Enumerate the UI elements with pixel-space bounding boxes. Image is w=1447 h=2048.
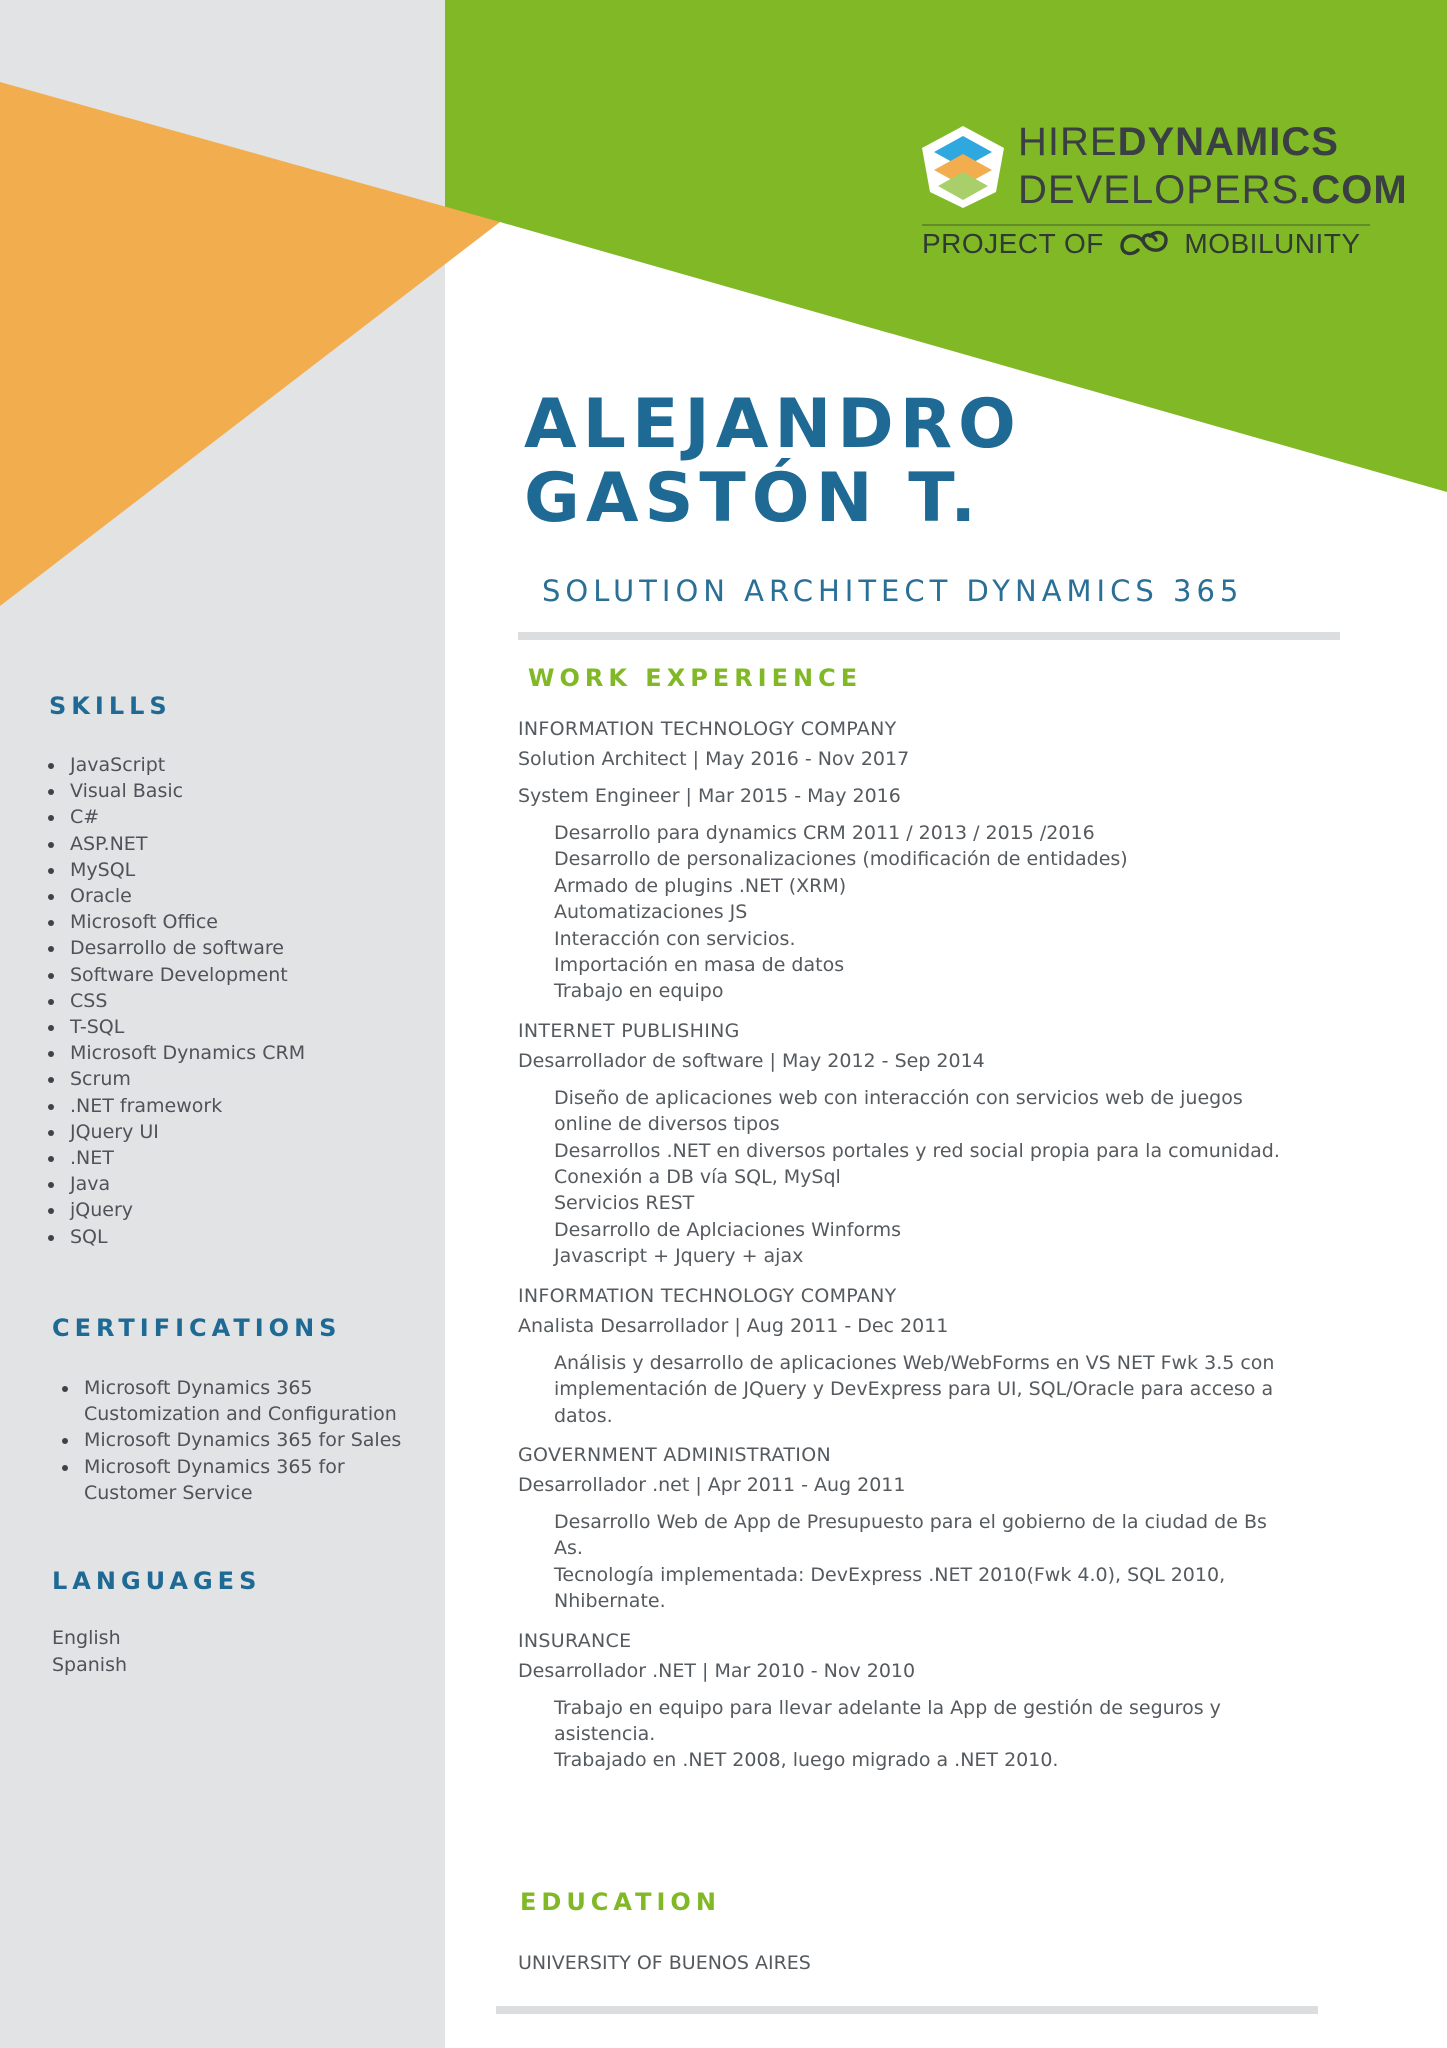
skill-item: JavaScript: [48, 752, 305, 778]
job-bullet: Servicios REST: [554, 1192, 695, 1215]
job-entry: [518, 1626, 1318, 1774]
languages-list: [52, 1625, 127, 1679]
job-bullet: Interacción con servicios.: [554, 927, 796, 950]
skill-item: SQL: [48, 1224, 305, 1250]
skill-item: Microsoft Dynamics CRM: [48, 1040, 305, 1066]
certification-line: Microsoft Dynamics 365 for Sales: [84, 1429, 402, 1452]
job-bullets: [554, 1695, 1318, 1774]
skill-item: Visual Basic: [48, 778, 305, 804]
job-role: Solution Architect | May 2016 - Nov 2017: [518, 748, 910, 770]
job-role: Desarrollador de software | May 2012 - Sep 2014: [518, 1049, 985, 1072]
job-entry: [518, 1281, 1318, 1429]
logo-line-2: DEVELOPERS.COM: [1018, 168, 1408, 212]
work-experience-heading: WORK EXPERIENCE: [528, 664, 863, 692]
job-company: INFORMATION TECHNOLOGY COMPANY: [518, 718, 897, 740]
footer-divider: [496, 2006, 1318, 2014]
job-bullet: Trabajo en equipo para llevar adelante la App de gestión de seguros y asistencia.: [554, 1696, 1221, 1745]
name-line-2: GASTÓN T.: [524, 459, 983, 538]
job-bullet: Desarrollo de personalizaciones (modificación de entidades): [554, 848, 1128, 871]
job-role: Analista Desarrollador | Aug 2011 - Dec 2011: [518, 1314, 949, 1337]
certification-line: Microsoft Dynamics 365: [84, 1377, 313, 1399]
job-entry: [518, 1016, 1318, 1270]
job-entry: [518, 1440, 1318, 1615]
job-bullet: Armado de plugins .NET (XRM): [554, 874, 847, 897]
candidate-name: [524, 385, 1022, 538]
skill-item: ASP.NET: [48, 831, 305, 857]
logo-line-3: PROJECT OF MOBILUNITY: [922, 228, 1361, 259]
layers-logo-icon: [918, 122, 1008, 212]
job-bullet: Desarrollo de Aplciaciones Winforms: [554, 1218, 901, 1241]
job-role: Desarrollador .NET | Mar 2010 - Nov 2010: [518, 1659, 916, 1682]
skill-item: CSS: [48, 988, 305, 1014]
skill-item: Oracle: [48, 883, 305, 909]
skill-item: .NET framework: [48, 1093, 305, 1119]
language-item: English: [52, 1627, 121, 1649]
job-bullet: Diseño de aplicaciones web con interacción con servicios web de juegos online de diversos tipos: [554, 1086, 1243, 1136]
skill-item: Microsoft Office: [48, 909, 305, 935]
certification-line: Customization and Configuration: [84, 1403, 397, 1426]
education-heading: EDUCATION: [520, 1888, 721, 1916]
certification-item: [62, 1427, 401, 1453]
job-bullet: Conexión a DB vía SQL, MySql: [554, 1166, 841, 1189]
company-logo: [918, 118, 1408, 268]
name-line-1: ALEJANDRO: [524, 385, 1022, 464]
job-bullet: Trabajado en .NET 2008, luego migrado a .NET 2010.: [554, 1749, 1059, 1772]
certification-item: [62, 1454, 401, 1506]
job-bullet: Trabajo en equipo: [554, 980, 724, 1003]
job-bullet: Desarrollos .NET en diversos portales y red social propia para la comunidad.: [554, 1139, 1280, 1162]
skill-item: T-SQL: [48, 1014, 305, 1040]
job-bullets: [554, 1509, 1318, 1615]
job-bullet: Javascript + Jquery + ajax: [554, 1245, 804, 1268]
skill-item: Scrum: [48, 1066, 305, 1092]
certifications-heading: CERTIFICATIONS: [52, 1314, 342, 1342]
job-entry: [518, 714, 1318, 1005]
job-bullet: Tecnología implementada: DevExpress .NET 2010(Fwk 4.0), SQL 2010, Nhibernate.: [554, 1563, 1226, 1613]
job-title: SOLUTION ARCHITECT DYNAMICS 365: [542, 574, 1244, 608]
skills-heading: SKILLS: [49, 692, 172, 720]
job-role: System Engineer | Mar 2015 - May 2016: [518, 785, 901, 807]
job-role: Desarrollador .net | Apr 2011 - Aug 2011: [518, 1473, 906, 1496]
skill-item: .NET: [48, 1145, 305, 1171]
job-bullets: [554, 1350, 1318, 1429]
logo-divider: [922, 224, 1370, 226]
mobilunity-knot-icon: [1116, 228, 1172, 258]
languages-heading: LANGUAGES: [52, 1567, 262, 1595]
job-bullet: Importación en masa de datos: [554, 954, 845, 977]
logo-line-1: HIREDYNAMICS: [1018, 120, 1339, 164]
skills-list: [48, 752, 305, 1250]
job-bullet: Automatizaciones JS: [554, 901, 748, 924]
certifications-list: [62, 1375, 401, 1506]
work-experience-list: [518, 714, 1318, 1785]
job-company: GOVERNMENT ADMINISTRATION: [518, 1443, 831, 1466]
job-company: INSURANCE: [518, 1629, 632, 1652]
job-company: INFORMATION TECHNOLOGY COMPANY: [518, 1284, 897, 1307]
header-divider: [518, 632, 1340, 640]
job-bullet: Análisis y desarrollo de aplicaciones Web/WebForms en VS NET Fwk 3.5 con implementación de JQuery y DevExpress para UI, SQL/Oracle para acceso a datos.: [554, 1351, 1275, 1427]
job-bullets: [554, 820, 1318, 1005]
skill-item: jQuery: [48, 1197, 305, 1223]
education-school: UNIVERSITY OF BUENOS AIRES: [518, 1952, 811, 1974]
job-bullet: Desarrollo Web de App de Presupuesto para el gobierno de la ciudad de Bs As.: [554, 1510, 1267, 1560]
certification-line: Customer Service: [84, 1481, 253, 1504]
skill-item: MySQL: [48, 857, 305, 883]
skill-item: Java: [48, 1171, 305, 1197]
job-company: INTERNET PUBLISHING: [518, 1019, 740, 1042]
skill-item: JQuery UI: [48, 1119, 305, 1145]
job-bullets: [554, 1085, 1318, 1270]
certification-item: [62, 1375, 401, 1427]
skill-item: Software Development: [48, 962, 305, 988]
certification-line: Microsoft Dynamics 365 for: [84, 1455, 345, 1478]
language-item: Spanish: [52, 1654, 128, 1676]
skill-item: C#: [48, 804, 305, 830]
job-bullet: Desarrollo para dynamics CRM 2011 / 2013 / 2015 /2016: [554, 822, 1095, 844]
skill-item: Desarrollo de software: [48, 935, 305, 961]
